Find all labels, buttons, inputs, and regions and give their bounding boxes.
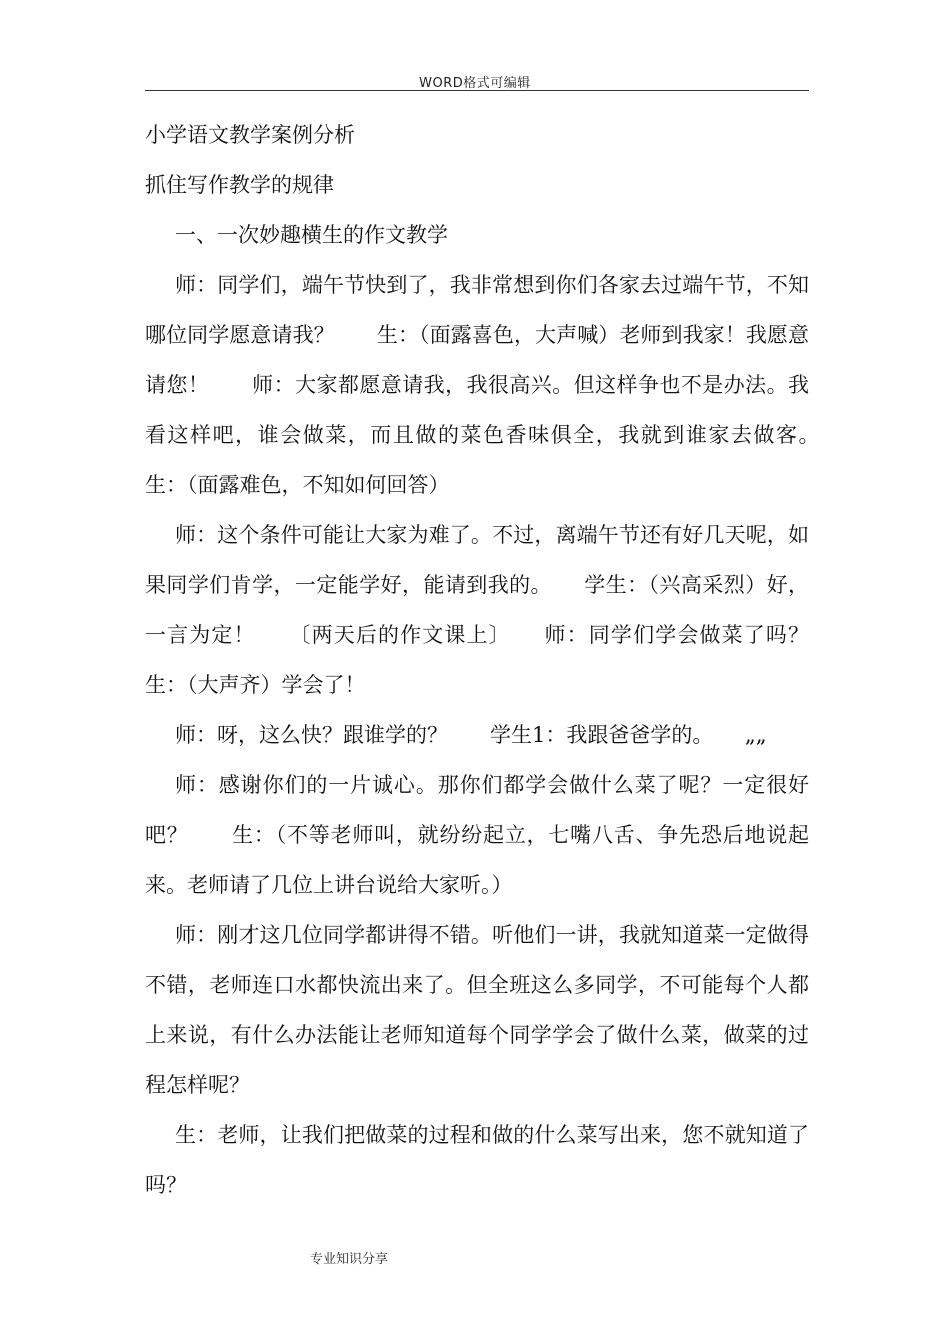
page-header: WORD格式可编辑 bbox=[419, 76, 531, 91]
paragraph: 师：感谢你们的一片诚心。那你们都学会做什么菜了呢？一定很好吧？ 生：（不等老师叫，就纷纷起立，七嘴八舌、争先恐后地说起来。老师请了几位上讲台说给大家听。） bbox=[145, 773, 809, 897]
header-rule bbox=[145, 90, 809, 91]
paragraph: 师：刚才这几位同学都讲得不错。听他们一讲，我就知道菜一定做得不错，老师连口水都快流出来了。但全班这么多同学，不可能每个人都上来说，有什么办法能让老师知道每个同学学会了做什么菜，做菜的过程怎样呢？ bbox=[145, 923, 809, 1097]
paragraph: 师：呀，这么快？跟谁学的？ 学生1：我跟爸爸学的。 „„ bbox=[175, 723, 767, 747]
paragraph: 生：老师，让我们把做菜的过程和做的什么菜写出来，您不就知道了吗？ bbox=[145, 1123, 809, 1197]
page-footer: 专业知识分享 bbox=[310, 1252, 389, 1267]
document-subtitle: 抓住写作教学的规律 bbox=[145, 173, 334, 197]
paragraph: 师：同学们，端午节快到了，我非常想到你们各家去过端午节，不知哪位同学愿意请我？ 生：（面露喜色，大声喊）老师到我家！我愿意请您！ 师：大家都愿意请我，我很高兴。但这样争也不是办法。我看这样吧，谁会做菜，而且做的菜色香味俱全，我就到谁家去做客。 生：（面露难色，不知如何回答） bbox=[145, 273, 851, 497]
paragraph: 师：这个条件可能让大家为难了。不过，离端午节还有好几天呢，如果同学们肯学，一定能学好，能请到我的。 学生：（兴高采烈）好，一言为定！ 〔两天后的作文课上〕 师：同学们学会做菜了吗？ 生：（大声齐）学会了！ bbox=[145, 523, 851, 697]
document-title: 小学语文教学案例分析 bbox=[145, 123, 355, 147]
document-body bbox=[145, 110, 851, 1210]
section-heading: 一、一次妙趣横生的作文教学 bbox=[175, 223, 448, 247]
